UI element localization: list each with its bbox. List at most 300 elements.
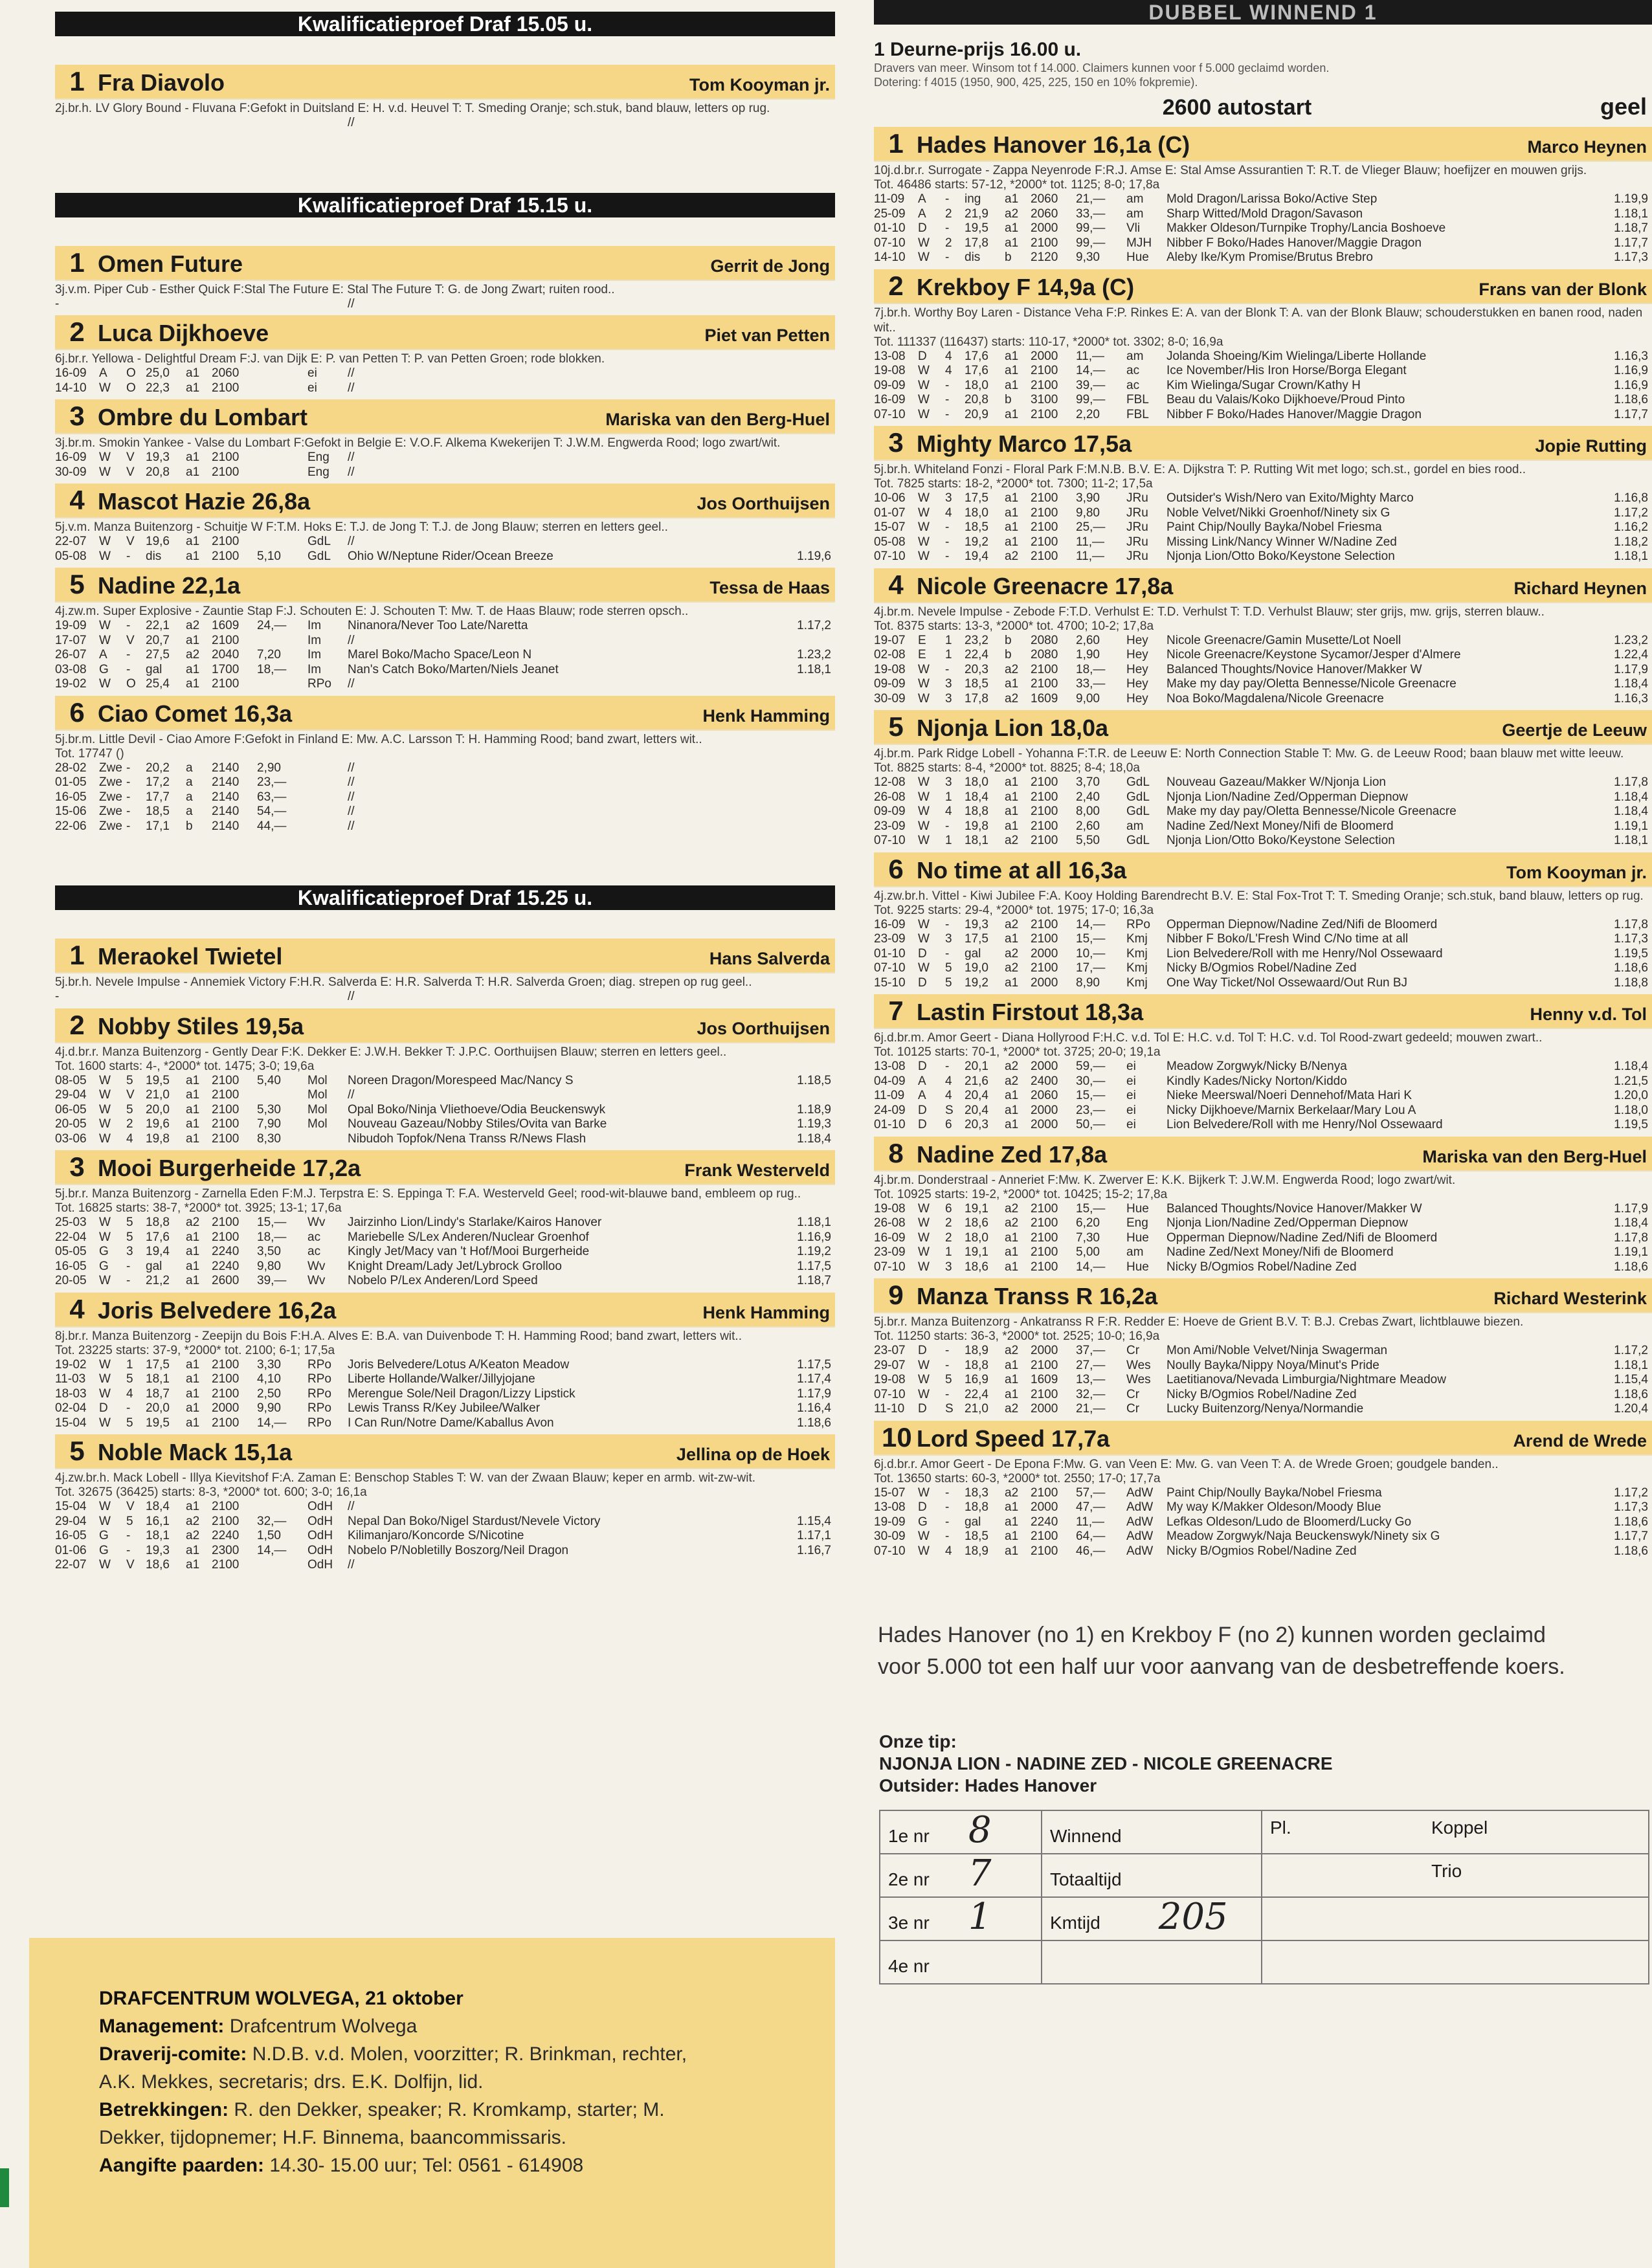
horse-header <box>55 568 835 603</box>
performance-cell: 23-09 <box>874 932 906 946</box>
performance-cell: Lucky Buitenzorg/Nenya/Normandie <box>1166 1402 1364 1416</box>
performance-cell: - <box>945 520 950 534</box>
performance-cell: a1 <box>186 1088 200 1102</box>
performance-cell: 25,4 <box>146 677 170 691</box>
performance-cell: 16-09 <box>55 366 87 380</box>
performance-cell: 1.17,5 <box>797 1357 831 1372</box>
form-row <box>880 1940 1649 1984</box>
horse-number: 1 <box>69 247 85 278</box>
performance-cell: Mol <box>307 1117 328 1131</box>
performance-row <box>874 932 1652 947</box>
performance-cell: a <box>186 775 193 789</box>
performance-cell: - <box>945 1515 950 1529</box>
performance-cell: 17-07 <box>55 633 87 647</box>
performance-cell: - <box>945 917 950 931</box>
performance-cell <box>212 116 257 131</box>
performance-cell: 07-10 <box>874 834 906 847</box>
performance-cell: Hey <box>1126 691 1148 706</box>
performance-cell: a2 <box>186 1514 200 1528</box>
horse-driver: Jos Oorthuijsen <box>697 1018 830 1038</box>
performance-cell: a1 <box>186 1259 200 1273</box>
performance-cell: A <box>99 366 107 380</box>
performance-cell: 1.17,1 <box>797 1529 831 1542</box>
performance-cell: 5,50 <box>1076 834 1100 847</box>
performance-cell: AdW <box>1126 1500 1154 1514</box>
performance-cell: W <box>99 1102 111 1117</box>
performance-cell <box>257 634 307 649</box>
performance-cell: One Way Ticket/Nol Ossewaard/Out Run BJ <box>1166 975 1408 990</box>
performance-cell: V <box>126 1558 135 1572</box>
form-koppel-cell[interactable]: Trio <box>1423 1854 1649 1897</box>
horse-driver: Richard Westerink <box>1493 1289 1647 1308</box>
performance-cell: 14-10 <box>55 381 87 395</box>
performance-cell: a1 <box>186 677 200 691</box>
performance-cell: 07-10 <box>874 1544 906 1558</box>
performance-row <box>874 221 1652 236</box>
performance-cell: A <box>918 192 926 206</box>
performance-cell: 2300 <box>212 1543 240 1557</box>
performance-cell: 20,3 <box>965 1118 988 1131</box>
horse-number: 6 <box>888 853 904 884</box>
performance-cell: D <box>99 1401 108 1415</box>
performance-cell: W <box>918 834 930 847</box>
performance-cell: 20,7 <box>146 633 170 647</box>
performance-cell: 18,1 <box>146 1529 170 1542</box>
performance-cell: 1 <box>126 1357 133 1372</box>
performance-cell: 01-10 <box>874 946 906 961</box>
performance-cell: 19,6 <box>146 535 170 548</box>
performance-cell: Mol <box>307 1102 328 1117</box>
performance-cell: Zwe <box>99 790 122 804</box>
performance-cell: // <box>348 366 355 380</box>
performance-cell: - <box>945 407 950 421</box>
performance-cell <box>257 1088 307 1103</box>
horse-number: 2 <box>69 317 85 347</box>
horse-header <box>55 939 835 973</box>
horse-entry <box>874 426 1652 564</box>
performance-cell: W <box>99 1372 111 1386</box>
horse-driver: Henk Hamming <box>702 706 830 726</box>
performance-cell: 1.16,9 <box>1614 364 1648 377</box>
info-aangifte: Aangifte paarden: 14.30- 15.00 uur; Tel: 0561 - 614908 <box>99 2155 584 2176</box>
performance-cell: 2100 <box>1031 506 1058 520</box>
performance-cell: 19-08 <box>874 1373 906 1386</box>
tip-block <box>874 1731 1652 1797</box>
performance-cell: 15-04 <box>55 1500 87 1513</box>
performance-cell: 1700 <box>212 662 240 676</box>
form-place-cell[interactable] <box>1262 1897 1423 1940</box>
race-conditions: Dravers van meer. Winsom tot f 14.000. Claimers kunnen voor f 5.000 geclaimd worden. <box>874 61 1330 74</box>
performance-cell: 1 <box>945 834 952 847</box>
performance-cell: W <box>99 1073 111 1087</box>
performance-cell: 18,4 <box>146 1500 170 1513</box>
performance-cell: 1.18,6 <box>1614 1515 1648 1529</box>
performance-cell: 2100 <box>1031 236 1058 250</box>
performance-table <box>874 918 1652 991</box>
performance-cell: W <box>918 691 930 706</box>
performance-cell: GdL <box>1126 790 1150 804</box>
form-pick-cell[interactable] <box>880 1940 1042 1984</box>
performance-cell: Nicky Dijkhoeve/Marnix Berkelaar/Mary Lou A <box>1166 1103 1416 1117</box>
form-pick-label: 1e nr <box>888 1826 930 1846</box>
performance-cell: D <box>918 221 927 235</box>
horse-entry <box>55 568 835 692</box>
performance-cell: 18,8 <box>965 1358 988 1372</box>
info-betrekkingen: Betrekkingen: R. den Dekker, speaker; R. Kromkamp, starter; M. <box>99 2099 665 2120</box>
performance-cell: 14,— <box>1076 364 1106 377</box>
performance-cell <box>126 297 146 312</box>
performance-cell: a1 <box>1005 1500 1019 1514</box>
performance-cell: ei <box>1126 1118 1136 1131</box>
performance-cell: 19,0 <box>965 961 988 975</box>
form-pick-cell[interactable] <box>880 1854 1042 1897</box>
performance-cell: 18,0 <box>965 1230 988 1245</box>
performance-cell: 2100 <box>212 549 240 563</box>
performance-cell: 26-08 <box>874 790 906 804</box>
form-place-cell[interactable] <box>1262 1854 1423 1897</box>
performance-cell: W <box>99 465 111 479</box>
performance-row <box>55 1216 835 1230</box>
performance-cell: ei <box>1126 1089 1136 1102</box>
horse-name: Hades Hanover 16,1a (C) <box>917 131 1190 158</box>
performance-cell: W <box>918 1216 930 1230</box>
performance-cell: 1.18,1 <box>797 1216 831 1229</box>
performance-cell: 22-07 <box>55 535 87 548</box>
performance-cell: W <box>99 1088 111 1102</box>
form-bet-label: Kmtijd <box>1050 1913 1100 1933</box>
performance-cell: 16-05 <box>55 1529 87 1542</box>
form-bet-cell[interactable] <box>1042 1940 1262 1984</box>
horse-driver: Henk Hamming <box>702 1302 830 1322</box>
performance-cell: 1 <box>945 790 952 804</box>
performance-cell <box>783 819 835 834</box>
race-start-line <box>874 93 1652 120</box>
performance-cell: 2000 <box>1031 1344 1058 1357</box>
performance-cell: 2000 <box>1031 1103 1058 1117</box>
performance-cell: 18,5 <box>965 677 988 691</box>
performance-row <box>874 961 1652 976</box>
performance-cell: a2 <box>1005 1074 1019 1088</box>
performance-cell: 1.17,8 <box>1614 1230 1648 1245</box>
performance-cell: 2140 <box>212 805 240 818</box>
performance-cell: V <box>126 1500 135 1513</box>
performance-cell: 2000 <box>1031 1060 1058 1073</box>
performance-cell: GdL <box>1126 775 1150 789</box>
performance-row <box>55 381 835 396</box>
performance-cell: 18,8 <box>965 805 988 818</box>
performance-cell: 12-08 <box>874 775 906 789</box>
performance-cell: V <box>126 1088 135 1102</box>
tip-label: Onze tip: <box>879 1731 957 1751</box>
performance-cell: 07-10 <box>874 1260 906 1274</box>
performance-cell: 17,6 <box>965 364 988 377</box>
performance-cell: 2,60 <box>1076 819 1100 833</box>
performance-cell: 1.18,7 <box>1614 221 1648 235</box>
performance-cell: // <box>348 116 355 129</box>
performance-cell <box>307 761 348 776</box>
form-place-cell[interactable]: Pl. <box>1262 1810 1423 1854</box>
horse-header <box>55 1434 835 1469</box>
performance-cell: V <box>126 535 135 548</box>
performance-cell: 9,80 <box>1076 506 1100 520</box>
performance-cell: 37,— <box>1076 1344 1106 1357</box>
performance-row <box>874 692 1652 707</box>
performance-cell: 01-10 <box>874 1118 906 1131</box>
performance-cell: W <box>918 917 930 931</box>
performance-cell: W <box>918 236 930 250</box>
performance-cell: - <box>126 805 131 818</box>
performance-cell: 1.18,4 <box>1614 677 1648 691</box>
performance-cell: 19,4 <box>146 1245 170 1258</box>
horse-entry <box>55 399 835 480</box>
form-koppel-cell[interactable] <box>1423 1940 1649 1984</box>
horse-info: 4j.br.m. Park Ridge Lobell - Yohanna F:T.R. de Leeuw E: North Connection Stable T: Mw. G. de Leeuw Rood; baan blauw met witte leeuw. <box>874 747 1624 761</box>
form-koppel-cell[interactable]: Koppel <box>1423 1810 1649 1854</box>
horse-name: Meraokel Twietel <box>98 943 283 970</box>
performance-cell: 2100 <box>1031 677 1058 691</box>
right-column <box>874 0 1652 2268</box>
performance-cell: Cr <box>1126 1387 1140 1401</box>
horse-name: Luca Dijkhoeve <box>98 320 269 346</box>
performance-cell: 17,5 <box>965 932 988 946</box>
form-bet-cell[interactable] <box>1042 1810 1262 1854</box>
performance-cell: 9,30 <box>1076 250 1100 264</box>
performance-cell: 19-08 <box>874 662 906 676</box>
performance-row <box>874 408 1652 423</box>
performance-cell: G <box>99 1529 109 1542</box>
performance-cell: 18,0 <box>965 378 988 392</box>
performance-cell: a1 <box>1005 677 1019 691</box>
track-info-box <box>29 1938 835 2268</box>
performance-cell: a1 <box>1005 819 1019 833</box>
performance-cell: 18,0 <box>965 506 988 520</box>
performance-cell: W <box>99 535 111 548</box>
performance-table <box>55 1500 835 1573</box>
performance-cell: 2100 <box>212 1073 240 1087</box>
performance-cell: 18,— <box>1076 662 1106 676</box>
performance-cell: 19,2 <box>965 535 988 549</box>
horse-number: 3 <box>69 401 85 431</box>
performance-row <box>55 819 835 834</box>
performance-cell: 15-10 <box>874 975 906 990</box>
performance-cell <box>257 297 307 312</box>
performance-cell: 2,50 <box>257 1386 281 1401</box>
form-place-cell[interactable] <box>1262 1940 1423 1984</box>
performance-cell: 20,4 <box>965 1103 988 1117</box>
performance-cell <box>99 990 126 1005</box>
performance-row <box>874 1373 1652 1388</box>
performance-cell: 1.16,7 <box>797 1543 831 1557</box>
performance-cell: 7,30 <box>1076 1230 1100 1245</box>
performance-cell: 20,0 <box>146 1401 170 1415</box>
performance-cell: a2 <box>186 1529 200 1542</box>
performance-cell: W <box>918 535 930 549</box>
horse-driver: Marco Heynen <box>1527 137 1647 157</box>
performance-cell: 07-10 <box>874 236 906 250</box>
performance-cell: Ohio W/Neptune Rider/Ocean Breeze <box>348 549 553 563</box>
performance-cell: 1.17,8 <box>1614 917 1648 931</box>
performance-cell: // <box>348 761 355 775</box>
performance-cell <box>783 1558 835 1573</box>
performance-cell: W <box>918 407 930 421</box>
performance-cell: OdH <box>307 1514 333 1528</box>
performance-cell: 19,3 <box>965 917 988 931</box>
performance-cell: JRu <box>1126 520 1148 534</box>
performance-cell: a2 <box>186 648 200 662</box>
performance-cell: Kim Wielinga/Sugar Crown/Kathy H <box>1166 378 1361 392</box>
performance-cell: 03-08 <box>55 662 87 676</box>
performance-cell: Wv <box>307 1259 326 1273</box>
performance-table <box>874 1202 1652 1275</box>
performance-cell: Noully Bayka/Nippy Noya/Minut's Pride <box>1166 1358 1379 1372</box>
performance-row <box>874 790 1652 805</box>
performance-cell: 3,70 <box>1076 775 1100 789</box>
performance-cell: // <box>348 990 355 1003</box>
horse-driver: Gerrit de Jong <box>710 256 830 276</box>
performance-cell: Kmj <box>1126 961 1148 975</box>
horse-info: 7j.br.h. Worthy Boy Laren - Distance Veha F:P. Rinkes E: A. van der Blonk T: A. van der Blonk Blauw; schouderstukken en banen rood, naden wit.. <box>874 306 1643 335</box>
horse-entry <box>874 852 1652 991</box>
performance-cell: 14,— <box>1076 1260 1106 1274</box>
performance-cell: a1 <box>1005 1373 1019 1386</box>
performance-cell: 16,1 <box>146 1514 170 1528</box>
performance-cell: W <box>918 550 930 563</box>
performance-cell <box>783 761 835 776</box>
performance-cell: a1 <box>186 1386 200 1401</box>
performance-cell: 50,— <box>1076 1118 1106 1131</box>
performance-cell <box>55 116 99 131</box>
performance-cell: a1 <box>1005 1230 1019 1245</box>
performance-cell: 2100 <box>1031 1485 1058 1500</box>
performance-cell <box>212 297 257 312</box>
performance-cell: 3 <box>945 932 952 946</box>
performance-cell: FBL <box>1126 407 1149 421</box>
performance-cell: 54,— <box>257 805 287 818</box>
form-pick-cell[interactable] <box>880 1897 1042 1940</box>
form-bet-cell[interactable] <box>1042 1897 1262 1940</box>
performance-cell: 2100 <box>212 1230 240 1244</box>
performance-cell: 47,— <box>1076 1500 1106 1514</box>
performance-cell: 2100 <box>1031 1201 1058 1216</box>
performance-cell: Njonja Lion/Otto Boko/Keystone Selection <box>1166 834 1395 847</box>
form-bet-cell[interactable] <box>1042 1854 1262 1897</box>
performance-cell: 2100 <box>212 1131 240 1146</box>
performance-cell: 18,9 <box>965 1544 988 1558</box>
performance-cell: 5,30 <box>257 1102 281 1117</box>
horse-name: Nicole Greenacre 17,8a <box>917 572 1174 599</box>
performance-row <box>55 1416 835 1431</box>
performance-cell: 7,20 <box>257 648 281 662</box>
performance-row <box>874 634 1652 649</box>
form-koppel-cell[interactable] <box>1423 1897 1649 1940</box>
performance-cell: - <box>55 990 60 1003</box>
horse-totals: Tot. 23225 starts: 37-9, *2000* tot. 2100; 6-1; 17,5a <box>55 1343 335 1357</box>
performance-cell: a1 <box>1005 975 1019 990</box>
performance-cell: 19,5 <box>146 1073 170 1087</box>
performance-cell: a1 <box>186 633 200 647</box>
performance-cell: 2100 <box>1031 535 1058 549</box>
performance-cell: 1.19,6 <box>797 549 831 563</box>
performance-cell: 99,— <box>1076 236 1106 250</box>
performance-cell: W <box>99 1230 111 1244</box>
claim-note-line-2: voor 5.000 tot een half uur voor aanvang van de desbetreffende koers. <box>878 1654 1565 1679</box>
performance-cell: 6,20 <box>1076 1216 1100 1230</box>
performance-cell: a1 <box>1005 506 1019 520</box>
performance-cell: ei <box>307 381 317 395</box>
performance-cell: 2100 <box>1031 1544 1058 1558</box>
performance-cell: - <box>126 790 131 804</box>
performance-cell: 2100 <box>1031 662 1058 676</box>
performance-cell: 06-05 <box>55 1102 87 1117</box>
horse-info: 4j.d.br.r. Manza Buitenzorg - Gently Dear F:K. Dekker E: J.W.H. Bekker T: J.P.C. Oorthuijsen Blauw; sterren en letters geel.. <box>55 1045 727 1059</box>
performance-cell: a <box>186 790 193 804</box>
performance-cell: dis <box>146 549 162 563</box>
performance-cell <box>783 1088 835 1103</box>
performance-cell: 32,— <box>1076 1387 1106 1401</box>
performance-cell: - <box>945 378 950 392</box>
form-pick-cell[interactable] <box>880 1810 1042 1854</box>
performance-cell: 2100 <box>212 535 240 548</box>
horse-number: 4 <box>888 569 904 600</box>
performance-cell: Lion Belvedere/Roll with me Henry/Nol Ossewaard <box>1166 1118 1443 1131</box>
performance-cell: 46,— <box>1076 1544 1106 1558</box>
performance-cell: RPo <box>307 1386 331 1401</box>
performance-cell: 2100 <box>212 1416 240 1430</box>
performance-cell: a1 <box>1005 1089 1019 1102</box>
performance-row <box>55 619 835 634</box>
performance-cell: 25-09 <box>874 206 906 221</box>
performance-cell: 22,1 <box>146 619 170 632</box>
performance-cell: a1 <box>1005 1529 1019 1543</box>
performance-cell: - <box>126 1401 131 1415</box>
performance-cell: D <box>918 1500 927 1514</box>
performance-cell: Meadow Zorgwyk/Nicky B/Nenya <box>1166 1060 1347 1073</box>
performance-cell: 15-07 <box>874 520 906 534</box>
performance-cell <box>783 775 835 790</box>
performance-cell: a1 <box>1005 1358 1019 1372</box>
performance-row <box>874 947 1652 962</box>
performance-cell: ei <box>1126 1060 1136 1073</box>
performance-cell <box>257 366 307 381</box>
green-edge-marker <box>0 2168 9 2207</box>
spacer <box>55 217 835 242</box>
performance-cell: 2240 <box>1031 1515 1058 1529</box>
performance-row <box>874 379 1652 394</box>
performance-cell: 17,8 <box>965 236 988 250</box>
performance-cell: 19,6 <box>146 1117 170 1131</box>
horse-header <box>55 65 835 100</box>
performance-row <box>874 1231 1652 1246</box>
performance-cell: 18,5 <box>965 520 988 534</box>
performance-cell: Im <box>307 662 322 676</box>
performance-cell: W <box>918 1245 930 1259</box>
performance-cell: a1 <box>186 381 200 395</box>
performance-cell: 2,60 <box>1076 633 1100 647</box>
performance-cell: 1.19,3 <box>797 1117 831 1131</box>
performance-cell: 1.18,8 <box>1614 975 1648 990</box>
performance-cell: 07-10 <box>874 550 906 563</box>
performance-cell: 29-04 <box>55 1088 87 1102</box>
performance-cell: 1.15,4 <box>1614 1373 1648 1386</box>
performance-row <box>55 550 835 564</box>
performance-cell: 19-09 <box>874 1515 906 1529</box>
performance-cell <box>307 775 348 790</box>
performance-cell: 09-09 <box>874 805 906 818</box>
horse-name: Joris Belvedere 16,2a <box>98 1296 337 1324</box>
performance-cell: 23,— <box>1076 1103 1106 1117</box>
performance-cell: AdW <box>1126 1485 1154 1500</box>
performance-row <box>55 790 835 805</box>
